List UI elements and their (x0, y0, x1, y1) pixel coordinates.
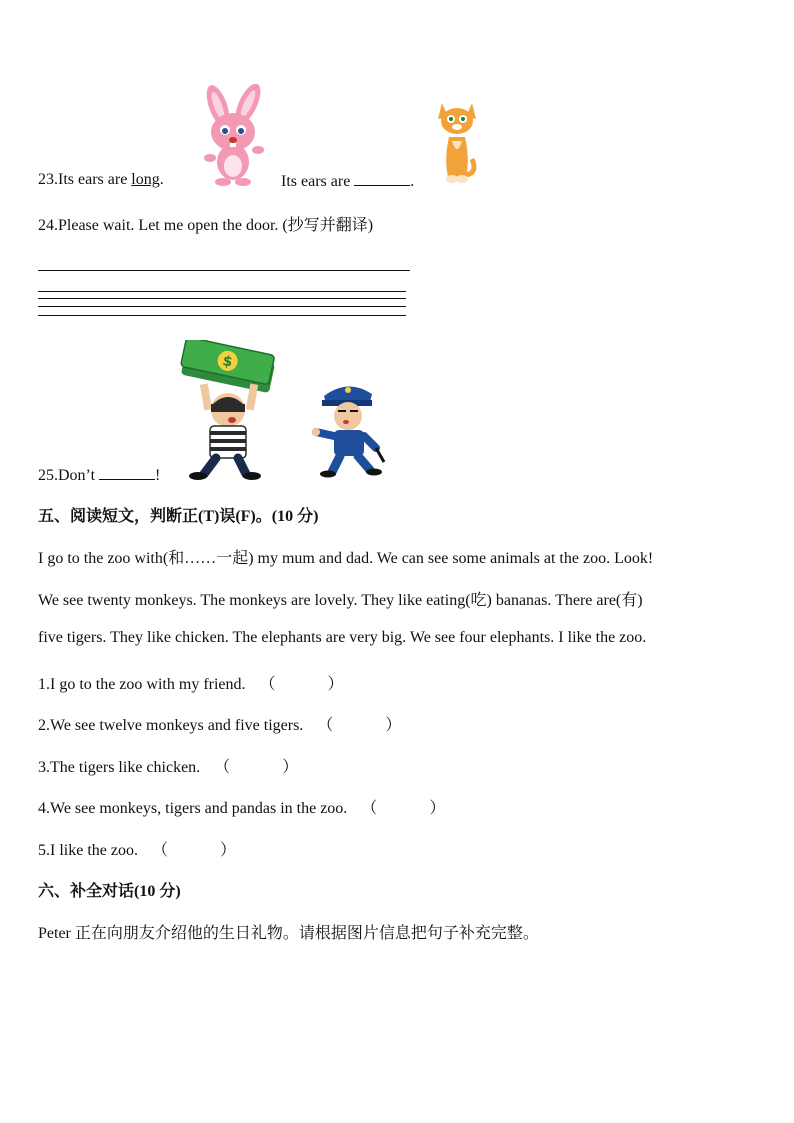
question-23 (38, 171, 164, 189)
item-4-answer-paren[interactable]: （ ） (361, 800, 446, 817)
judgement-item-1 (38, 671, 344, 694)
q23-answer-blank[interactable] (354, 171, 410, 186)
section-6-intro: Peter 正在向朋友介绍他的生日礼物。请根据图片信息把句子补充完整。 (38, 925, 539, 942)
q23-text-a: Its ears are (58, 171, 132, 188)
item-3-answer-paren[interactable]: （ ） (214, 759, 299, 776)
item-1-text: 1.I go to the zoo with my friend. (38, 676, 246, 693)
passage-line-3: five tigers. They like chicken. The elephants are very big. We see four elephants. I like the zoo. (38, 629, 647, 646)
judgement-item-5 (38, 837, 236, 860)
q24-write-line-4[interactable] (38, 306, 406, 307)
passage-line-2: We see twenty monkeys. The monkeys are lovely. They like eating(吃) bananas. There are(有) (38, 592, 643, 609)
judgement-item-2 (38, 712, 401, 735)
item-3-text: 3.The tigers like chicken. (38, 759, 201, 776)
question-23-answer (281, 171, 414, 191)
section-5-title: 五、阅读短文，判断正(T)误(F)。(10 分) (38, 508, 319, 525)
rabbit-illustration (190, 84, 276, 188)
q24-write-line-5[interactable] (38, 315, 406, 316)
q23-end: . (410, 173, 415, 190)
q24-write-line-2[interactable] (38, 291, 406, 292)
question-24: 24.Please wait. Let me open the door. (抄写并翻译) (38, 217, 374, 234)
q25-end: ! (155, 467, 161, 484)
q23-underlined-word: long (131, 171, 160, 188)
q24-write-line-1[interactable] (38, 270, 410, 271)
q24-write-line-3[interactable] (38, 298, 406, 299)
item-5-answer-paren[interactable]: （ ） (151, 842, 236, 859)
q25-text: 25.Don’t (38, 467, 96, 484)
question-25 (38, 465, 160, 485)
judgement-item-4 (38, 795, 445, 818)
thief-with-money-illustration (176, 340, 280, 480)
q23-dot: . (159, 171, 164, 188)
police-officer-illustration (312, 378, 392, 478)
q25-answer-blank[interactable] (99, 465, 155, 480)
section-6-title: 六、补全对话(10 分) (38, 883, 181, 900)
judgement-item-3 (38, 754, 298, 777)
item-5-text: 5.I like the zoo. (38, 842, 138, 859)
item-1-answer-paren[interactable]: （ ） (259, 676, 344, 693)
cat-illustration (432, 97, 482, 187)
q23-text-b: Its ears are (281, 173, 351, 190)
item-4-text: 4.We see monkeys, tigers and pandas in the zoo. (38, 800, 348, 817)
svg-text:$: $ (221, 352, 234, 371)
passage-line-1: I go to the zoo with(和……一起) my mum and dad. We can see some animals at the zoo. Look! (38, 550, 654, 567)
item-2-answer-paren[interactable]: （ ） (317, 717, 402, 734)
q23-number: 23. (38, 171, 58, 188)
item-2-text: 2.We see twelve monkeys and five tigers. (38, 717, 304, 734)
